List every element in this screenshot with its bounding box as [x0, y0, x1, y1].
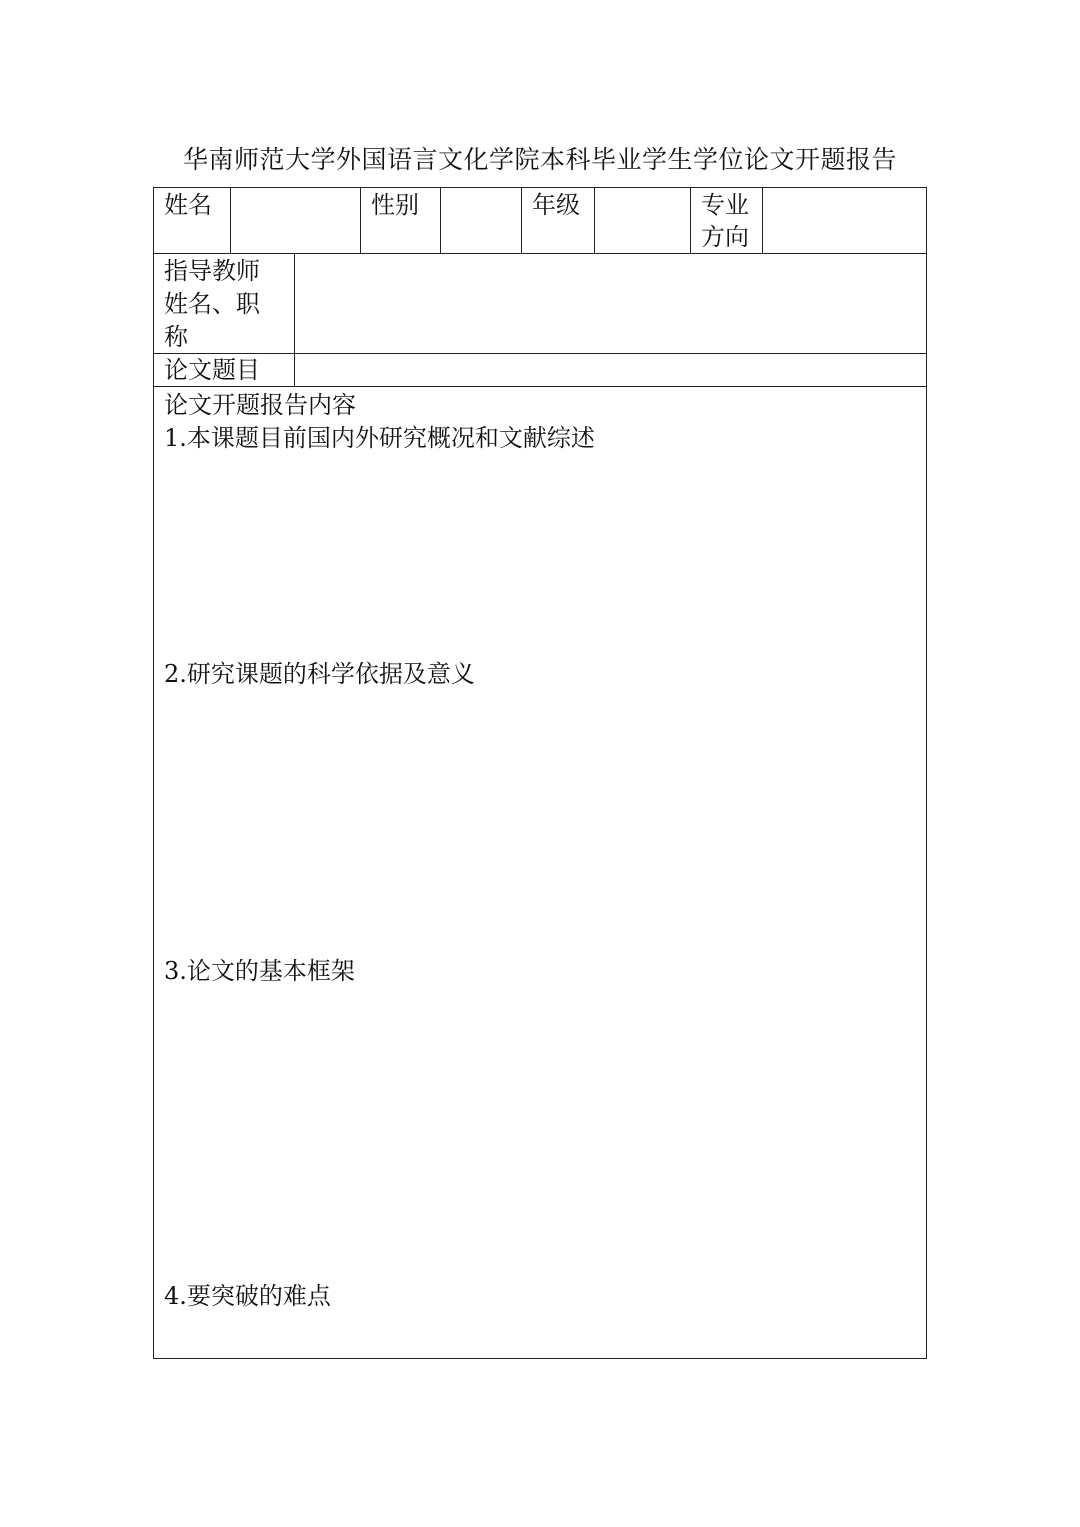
section-3-heading: 3.论文的基本框架	[164, 957, 355, 985]
thesis-title-label: 论文题目	[164, 356, 260, 384]
major-label-line2: 方向	[701, 223, 749, 251]
grade-label: 年级	[532, 191, 580, 219]
major-field[interactable]	[763, 188, 925, 252]
table-border-bottom	[153, 1358, 927, 1359]
name-label: 姓名	[164, 191, 212, 219]
thesis-title-field[interactable]	[295, 354, 925, 385]
name-field[interactable]	[231, 188, 359, 252]
row-divider-3	[153, 386, 927, 387]
major-label-line1: 专业	[701, 191, 749, 219]
grade-field[interactable]	[595, 188, 689, 252]
document-title: 华南师范大学外国语言文化学院本科毕业学生学位论文开题报告	[182, 145, 897, 174]
section-4-heading: 4.要突破的难点	[164, 1282, 331, 1310]
row1-col-divider-2	[360, 187, 361, 253]
advisor-label-line1: 指导教师	[164, 257, 260, 285]
row1-col-divider-4	[521, 187, 522, 253]
gender-label: 性别	[371, 191, 419, 219]
content-heading: 论文开题报告内容	[164, 391, 356, 419]
advisor-field[interactable]	[295, 254, 925, 352]
row1-col-divider-6	[690, 187, 691, 253]
table-border-left	[153, 187, 154, 1359]
gender-field[interactable]	[441, 188, 520, 252]
section-2-heading: 2.研究课题的科学依据及意义	[164, 660, 475, 688]
section-1-heading: 1.本课题目前国内外研究概况和文献综述	[164, 424, 595, 452]
advisor-label-line3: 称	[164, 323, 188, 351]
advisor-label-line2: 姓名、职	[164, 290, 260, 318]
table-border-right	[926, 187, 927, 1359]
